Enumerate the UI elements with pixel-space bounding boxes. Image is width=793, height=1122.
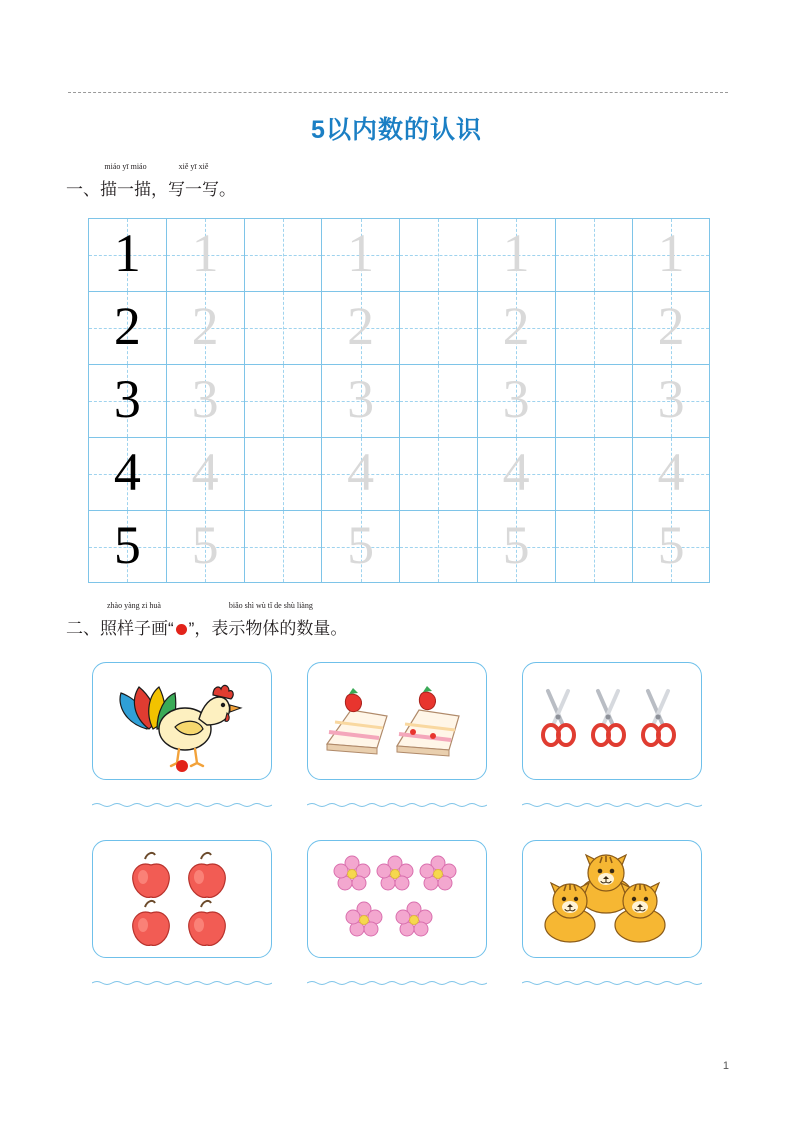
wavy-line	[92, 802, 272, 808]
digit-glyph: 2	[191, 296, 219, 356]
tracing-cell[interactable]	[321, 510, 399, 583]
digit-glyph: 4	[347, 442, 375, 502]
digit-glyph: 3	[657, 369, 685, 429]
digit-glyph	[245, 511, 322, 582]
tracing-cell[interactable]	[244, 437, 322, 510]
digit-glyph: 5	[113, 514, 141, 575]
tracing-row-5	[88, 510, 710, 583]
tracing-cell[interactable]	[477, 364, 555, 437]
tracing-cell[interactable]	[321, 218, 399, 291]
ruby-miao-yi-miao: miáo yī miáo 描一描	[100, 162, 151, 199]
tracing-cell[interactable]	[555, 218, 633, 291]
answer-row-2	[92, 966, 702, 992]
tracing-row-2	[88, 291, 710, 364]
answer-line-cakes[interactable]	[307, 788, 487, 814]
tracing-cell[interactable]	[632, 510, 710, 583]
answer-line-rooster[interactable]	[92, 788, 272, 814]
tracing-cell[interactable]	[166, 291, 244, 364]
wavy-line	[307, 980, 487, 986]
wavy-line	[522, 980, 702, 986]
digit-glyph	[400, 365, 477, 437]
section-2-heading	[66, 601, 348, 639]
page-title: 5以内数的认识	[311, 116, 482, 144]
tracing-cell[interactable]	[555, 437, 633, 510]
digit-glyph: 1	[191, 223, 219, 283]
tracing-cell[interactable]	[321, 364, 399, 437]
top-divider	[68, 92, 728, 93]
digit-glyph: 5	[502, 514, 530, 575]
picture-box-scissors[interactable]	[522, 662, 702, 780]
digit-glyph: 2	[113, 296, 141, 356]
scissors-icon	[523, 663, 701, 779]
digit-glyph: 2	[347, 296, 375, 356]
digit-glyph: 3	[113, 369, 141, 429]
tracing-cell[interactable]	[477, 510, 555, 583]
ruby-xie-yi-xie: xiě yī xiě 写一写	[168, 162, 219, 199]
wavy-line	[522, 802, 702, 808]
tracing-cell[interactable]	[555, 510, 633, 583]
tracing-cell[interactable]	[88, 437, 166, 510]
flower-icon	[308, 841, 486, 957]
picture-row-2	[92, 840, 702, 958]
picture-box-area	[92, 662, 702, 992]
digit-glyph: 5	[347, 514, 375, 575]
picture-box-apples[interactable]	[92, 840, 272, 958]
cake-icon	[308, 663, 486, 779]
ruby-zhao-yang-zi-hua: zhào yàng zi huà 照样子画	[100, 601, 168, 638]
ruby-biao-shi-wu-ti-de-shu-liang: biǎo shì wù tǐ de shù liàng 表示物体的数量	[211, 601, 331, 638]
section-2-period: 。	[330, 619, 348, 638]
digit-glyph: 5	[191, 514, 219, 575]
answer-line-apples[interactable]	[92, 966, 272, 992]
section-1-index: 一、	[66, 180, 100, 199]
close-quote: ”，	[188, 619, 212, 638]
digit-glyph	[400, 219, 477, 291]
digit-glyph: 3	[191, 369, 219, 429]
tracing-cell[interactable]	[399, 291, 477, 364]
wavy-line	[92, 980, 272, 986]
tracing-cell[interactable]	[399, 437, 477, 510]
answer-line-tigers[interactable]	[522, 966, 702, 992]
tracing-row-4	[88, 437, 710, 510]
tracing-cell[interactable]	[166, 510, 244, 583]
tracing-cell[interactable]	[555, 364, 633, 437]
digit-glyph: 4	[191, 442, 219, 502]
answer-line-flowers[interactable]	[307, 966, 487, 992]
digit-glyph: 4	[502, 442, 530, 502]
digit-glyph: 5	[657, 514, 685, 575]
digit-glyph	[400, 511, 477, 582]
tracing-cell[interactable]	[632, 364, 710, 437]
tracing-cell[interactable]	[166, 364, 244, 437]
tracing-cell[interactable]	[399, 218, 477, 291]
tracing-cell[interactable]	[477, 437, 555, 510]
answer-line-scissors[interactable]	[522, 788, 702, 814]
tracing-cell[interactable]	[632, 437, 710, 510]
digit-glyph	[400, 292, 477, 364]
section-1-comma: ，	[151, 180, 168, 199]
tracing-cell[interactable]	[477, 218, 555, 291]
digit-glyph	[245, 438, 322, 510]
digit-glyph	[400, 438, 477, 510]
picture-box-cakes[interactable]	[307, 662, 487, 780]
red-dot-icon	[176, 624, 187, 635]
section-1-heading	[66, 162, 236, 200]
digit-glyph: 4	[113, 442, 141, 502]
digit-glyph: 2	[657, 296, 685, 356]
tracing-cell[interactable]	[166, 218, 244, 291]
tracing-cell[interactable]	[88, 291, 166, 364]
tiger-icon	[523, 841, 701, 957]
page-number: 1	[722, 1060, 729, 1072]
open-quote: “	[168, 619, 174, 638]
digit-glyph	[556, 292, 633, 364]
digit-glyph: 3	[502, 369, 530, 429]
tracing-cell[interactable]	[166, 437, 244, 510]
digit-glyph: 1	[502, 223, 530, 283]
digit-glyph: 1	[657, 223, 685, 283]
tracing-cell[interactable]	[399, 510, 477, 583]
tracing-cell[interactable]	[88, 510, 166, 583]
digit-glyph	[245, 292, 322, 364]
tracing-cell[interactable]	[88, 364, 166, 437]
picture-box-tigers[interactable]	[522, 840, 702, 958]
tracing-cell[interactable]	[244, 291, 322, 364]
tracing-grid	[88, 218, 710, 583]
tracing-row-1	[88, 218, 710, 291]
tracing-cell[interactable]	[632, 291, 710, 364]
digit-glyph	[245, 365, 322, 437]
tracing-cell[interactable]	[555, 291, 633, 364]
section-2-index: 二、	[66, 619, 100, 638]
tracing-cell[interactable]	[244, 510, 322, 583]
tracing-cell[interactable]	[88, 218, 166, 291]
tracing-cell[interactable]	[399, 364, 477, 437]
digit-glyph: 3	[347, 369, 375, 429]
digit-glyph	[556, 511, 633, 582]
tracing-cell[interactable]	[244, 364, 322, 437]
picture-box-flowers[interactable]	[307, 840, 487, 958]
answer-dot	[176, 760, 188, 772]
digit-glyph: 1	[113, 223, 141, 283]
digit-glyph	[556, 219, 633, 291]
section-1-period: 。	[219, 180, 236, 199]
digit-glyph: 2	[502, 296, 530, 356]
digit-glyph: 4	[657, 442, 685, 502]
wavy-line	[307, 802, 487, 808]
digit-glyph	[245, 219, 322, 291]
apple-icon	[93, 841, 271, 957]
tracing-row-3	[88, 364, 710, 437]
tracing-cell[interactable]	[321, 291, 399, 364]
digit-glyph: 1	[347, 223, 375, 283]
answer-row-1	[92, 788, 702, 814]
digit-glyph	[556, 438, 633, 510]
tracing-cell[interactable]	[477, 291, 555, 364]
tracing-cell[interactable]	[632, 218, 710, 291]
tracing-cell[interactable]	[321, 437, 399, 510]
digit-glyph	[556, 365, 633, 437]
tracing-cell[interactable]	[244, 218, 322, 291]
